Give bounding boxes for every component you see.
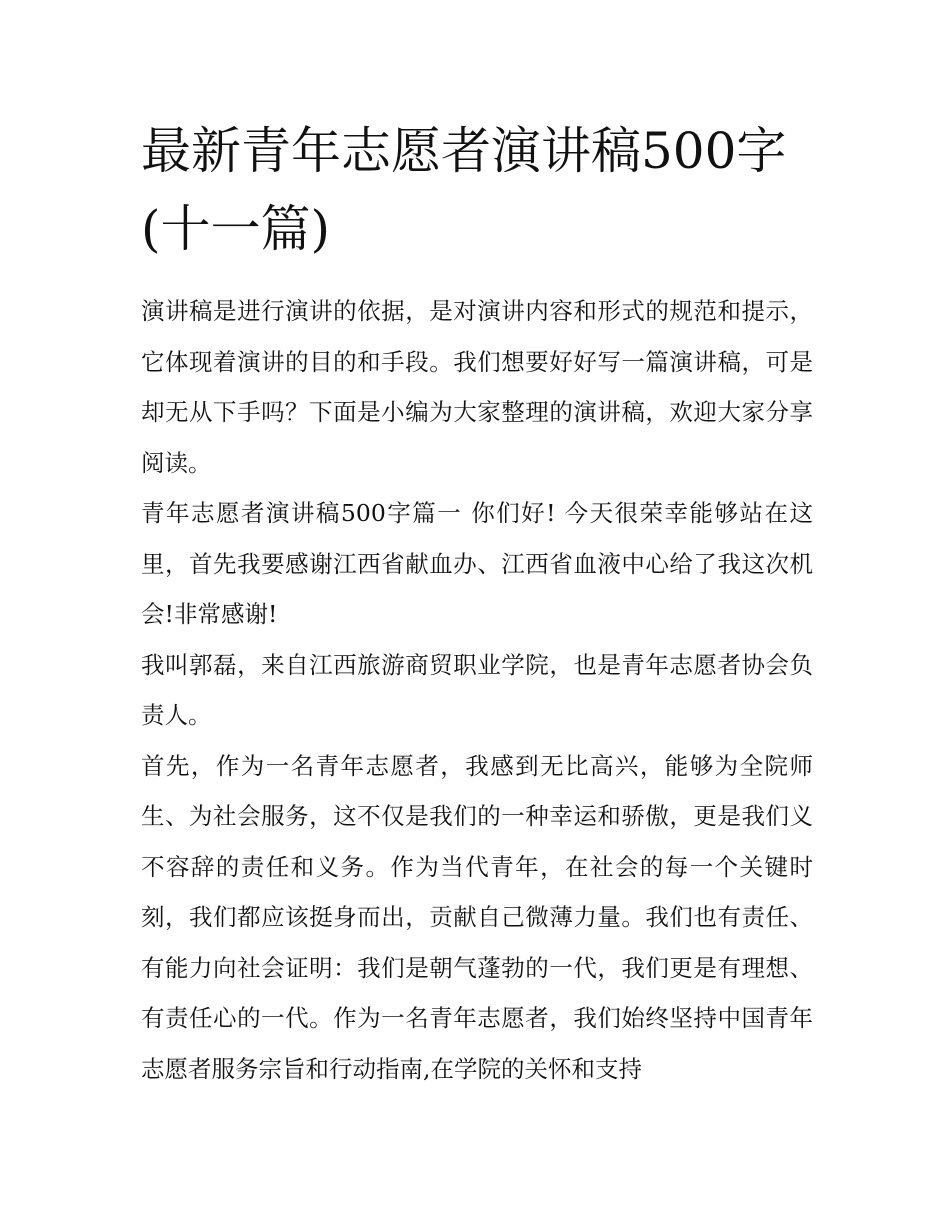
document-page [141,112,813,1094]
paragraph-greeting: 青年志愿者演讲稿500字篇一 你们好! 今天很荣幸能够站在这里，首先我要感谢江西省献血办、江西省血液中心给了我这次机会!非常感谢! [141,499,813,628]
paragraph-intro: 演讲稿是进行演讲的依据，是对演讲内容和形式的规范和提示，它体现着演讲的目的和手段。我们想要好好写一篇演讲稿，可是却无从下手吗？下面是小编为大家整理的演讲稿，欢迎大家分享阅读。 [141,297,813,477]
title-line-2: (十一篇) [141,200,331,258]
paragraph-self-introduction: 我叫郭磊，来自江西旅游商贸职业学院，也是青年志愿者协会负责人。 [141,650,813,729]
title-line-1: 最新青年志愿者演讲稿500字 [141,122,787,180]
paragraph-main: 首先，作为一名青年志愿者，我感到无比高兴，能够为全院师生、为社会服务，这不仅是我们的一种幸运和骄傲，更是我们义不容辞的责任和义务。作为当代青年，在社会的每一个关键时刻，我们都应该挺身而出，贡献自己微薄力量。我们也有责任、有能力向社会证明：我们是朝气蓬勃的一代，我们更是有理想、有责任心的一代。作为一名青年志愿者，我们始终坚持中国青年志愿者服务宗旨和行动指南,在学院的关怀和支持 [141,751,813,1083]
document-title [141,112,813,268]
document-body [141,286,813,1094]
